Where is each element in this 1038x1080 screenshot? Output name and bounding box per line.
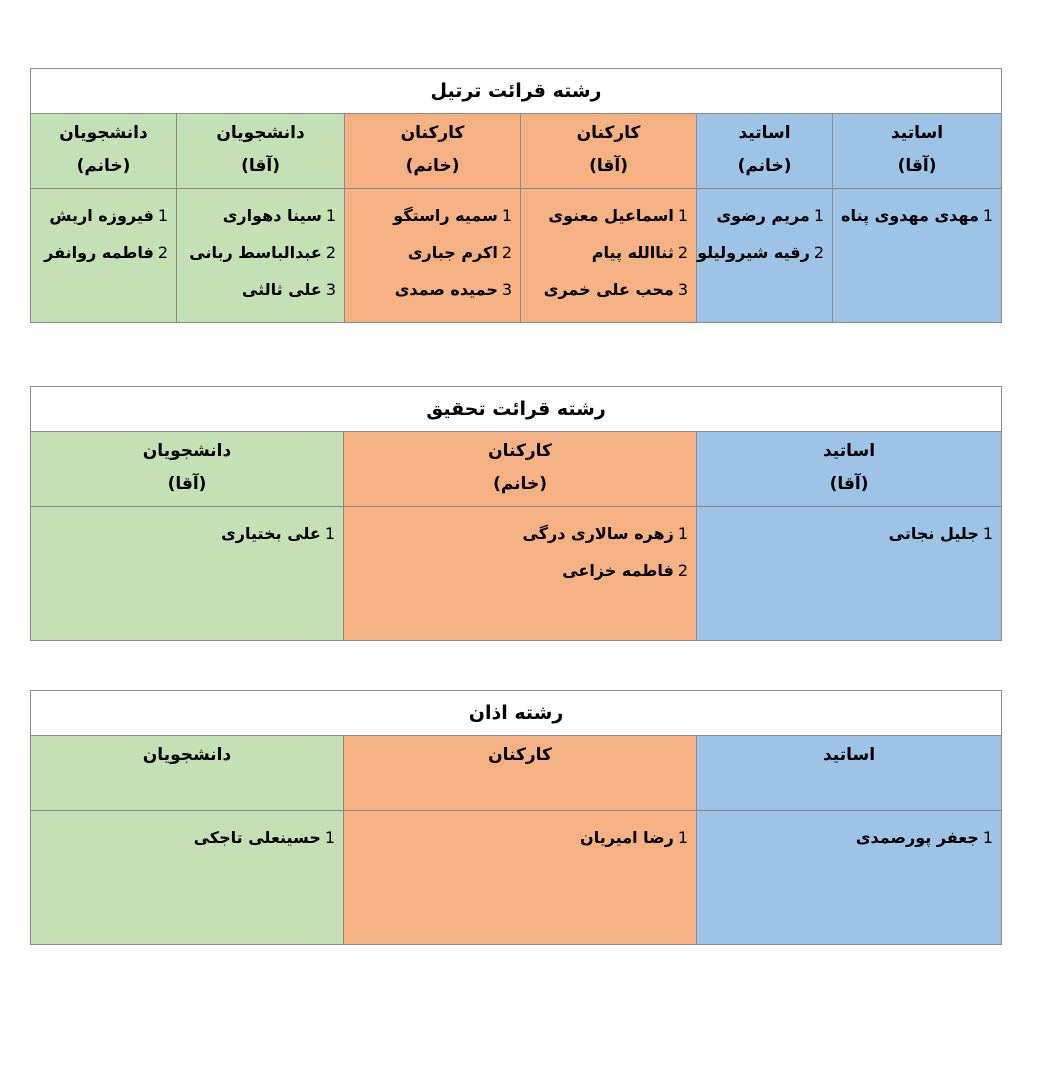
column-header: دانشجویان (آقا) xyxy=(177,114,345,189)
list-item: 1جلیل نجاتی xyxy=(888,524,994,543)
list-item: 3محب علی خمری xyxy=(543,280,689,299)
name-list xyxy=(344,811,697,945)
list-item: 1سینا دهواری xyxy=(222,206,337,225)
list-item: 1مریم رضوی xyxy=(716,206,825,225)
name-list xyxy=(31,507,344,641)
table-title: رشته قرائت تحقیق xyxy=(31,387,1002,432)
list-item: 2ثناالله پیام xyxy=(591,243,689,262)
table-tahqiq xyxy=(30,386,1002,641)
name-list xyxy=(697,507,1002,641)
name-list xyxy=(177,189,345,323)
column-header: دانشجویان xyxy=(31,736,344,811)
list-item: 1سمیه راستگو xyxy=(393,206,513,225)
column-header: اساتید (خانم) xyxy=(697,114,833,189)
list-item: 2اکرم جباری xyxy=(407,243,513,262)
column-header: دانشجویان (خانم) xyxy=(31,114,177,189)
list-item: 2عبدالباسط ربانی xyxy=(189,243,337,262)
table-tartil xyxy=(30,68,1002,323)
name-list xyxy=(697,811,1002,945)
column-header: اساتید (آقا) xyxy=(697,432,1002,507)
table-title: رشته قرائت ترتیل xyxy=(31,69,1002,114)
table-title: رشته اذان xyxy=(31,691,1002,736)
name-list xyxy=(31,189,177,323)
list-item: 1مهدی مهدوی پناه xyxy=(841,206,994,225)
column-header: اساتید (آقا) xyxy=(833,114,1002,189)
list-item: 2رقیه شیرولیلو xyxy=(697,243,825,262)
list-item: 1اسماعیل معنوی xyxy=(548,206,689,225)
list-item: 3علی ثالثی xyxy=(241,280,337,299)
name-list xyxy=(521,189,697,323)
list-item: 3حمیده صمدی xyxy=(394,280,513,299)
column-header: اساتید xyxy=(697,736,1002,811)
name-list xyxy=(833,189,1002,323)
list-item: 1حسینعلی تاجکی xyxy=(193,828,336,847)
list-item: 1جعفر پورصمدی xyxy=(855,828,994,847)
column-header: کارکنان (خانم) xyxy=(344,432,697,507)
name-list xyxy=(345,189,521,323)
list-item: 2فاطمه روانفر xyxy=(44,243,169,262)
name-list xyxy=(31,811,344,945)
column-header: کارکنان (آقا) xyxy=(521,114,697,189)
list-item: 2فاطمه خزاعی xyxy=(562,561,689,580)
name-list xyxy=(697,189,833,323)
table-azan xyxy=(30,690,1002,945)
list-item: 1علی بختیاری xyxy=(221,524,336,543)
list-item: 1رضا امیریان xyxy=(580,828,689,847)
list-item: 1فیروزه اریش xyxy=(49,206,169,225)
column-header: کارکنان (خانم) xyxy=(345,114,521,189)
column-header: دانشجویان (آقا) xyxy=(31,432,344,507)
column-header: کارکنان xyxy=(344,736,697,811)
list-item: 1زهره سالاری درگی xyxy=(522,524,689,543)
name-list xyxy=(344,507,697,641)
